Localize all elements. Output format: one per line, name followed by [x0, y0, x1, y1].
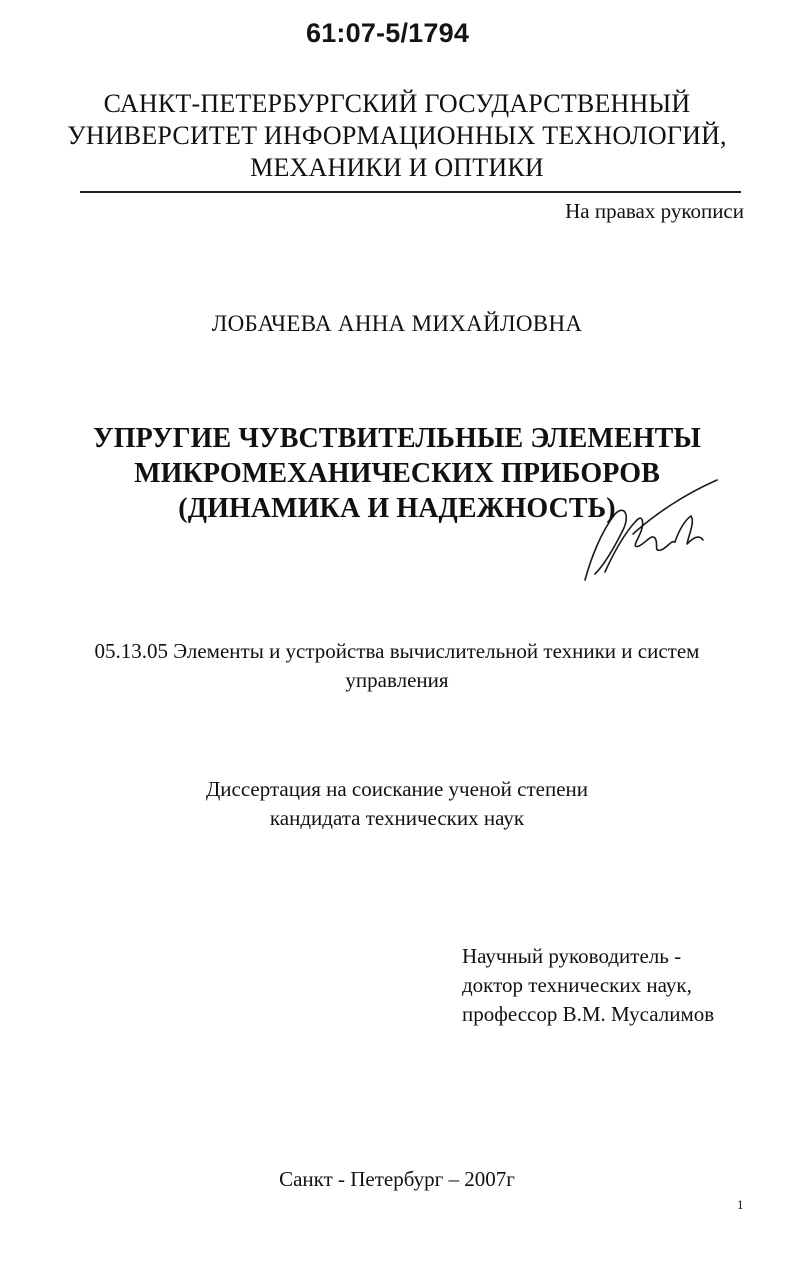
author-name: ЛОБАЧЕВА АННА МИХАЙЛОВНА — [211, 311, 583, 336]
registration-code: 61:07-5/1794 — [306, 18, 470, 48]
city-and-year: Санкт - Петербург – 2007г — [279, 1167, 515, 1191]
page-number: 1 — [737, 1197, 744, 1212]
title-line-2: МИКРОМЕХАНИЧЕСКИХ ПРИБОРОВ — [134, 458, 660, 489]
handwritten-signature — [575, 474, 725, 586]
title-line-3: (ДИНАМИКА И НАДЕЖНОСТЬ) — [178, 493, 616, 524]
title-line-1: УПРУГИЕ ЧУВСТВИТЕЛЬНЫЕ ЭЛЕМЕНТЫ — [93, 423, 701, 454]
manuscript-rights-note: На правах рукописи — [565, 199, 744, 223]
scientific-supervisor — [462, 942, 714, 1029]
university-line-1: САНКТ-ПЕТЕРБУРГСКИЙ ГОСУДАРСТВЕННЫЙ — [103, 89, 691, 118]
specialty-line-1: 05.13.05 Элементы и устройства вычислительной техники и систем — [94, 639, 700, 663]
university-line-3: МЕХАНИКИ И ОПТИКИ — [250, 153, 544, 182]
specialty-line-2: управления — [345, 668, 449, 692]
university-name — [0, 88, 794, 184]
header-divider — [80, 191, 741, 193]
degree-line-1: Диссертация на соискание ученой степени — [205, 777, 589, 801]
supervisor-line-3: профессор В.М. Мусалимов — [462, 1002, 715, 1026]
specialty-code — [0, 637, 794, 695]
supervisor-line-2: доктор технических наук, — [462, 973, 692, 997]
degree-line-2: кандидата технических наук — [269, 806, 525, 830]
supervisor-line-1: Научный руководитель - — [462, 944, 682, 968]
university-line-2: УНИВЕРСИТЕТ ИНФОРМАЦИОННЫХ ТЕХНОЛОГИЙ, — [67, 121, 727, 150]
degree-statement — [0, 775, 794, 833]
